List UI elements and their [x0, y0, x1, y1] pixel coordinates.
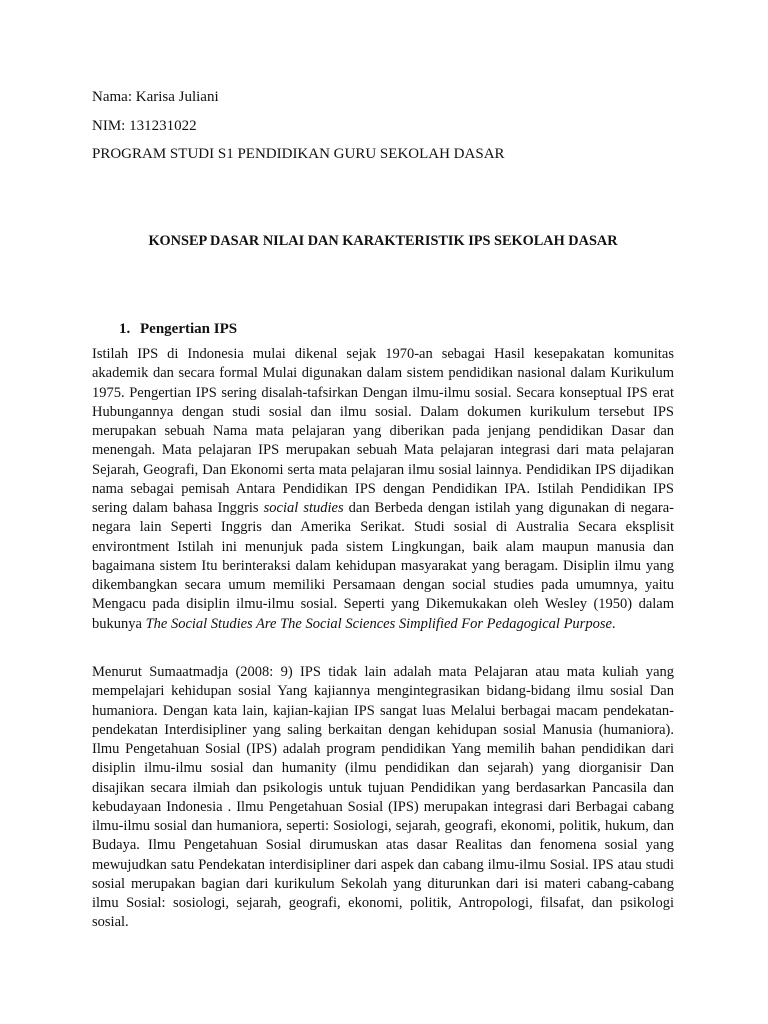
paragraph-1-italic-term: social studies [263, 500, 344, 516]
student-name-line: Nama: Karisa Juliani [92, 89, 219, 105]
section-heading [119, 320, 237, 338]
document-title: KONSEP DASAR NILAI DAN KARAKTERISTIK IPS SEKOLAH DASAR [148, 233, 618, 249]
paragraph-1 [92, 345, 674, 634]
study-program-line: PROGRAM STUDI S1 PENDIDIKAN GURU SEKOLAH DASAR [92, 146, 505, 162]
paragraph-1-text-a: Istilah IPS di Indonesia mulai dikenal sejak 1970-an sebagai Hasil kesepakatan komunitas akademik dan secara formal Mulai digunakan dalam sistem pendidikan nasional dalam Kurikulum 1975. Pengertian IPS sering disalah-tafsirkan Dengan ilmu-ilmu sosial. Secara konseptual IPS erat Hubungannya dengan studi sosial dan ilmu sosial. Dalam dokumen kurikulum tersebut IPS merupakan sebuah Nama mata pelajaran yang diberikan pada jenjang pendidikan Dasar dan menengah. Mata pelajaran IPS merupakan sebuah Mata pelajaran integrasi dari mata pelajaran Sejarah, Geografi, Dan Ekonomi serta mata pelajaran ilmu sosial lainnya. Pendidikan IPS dijadikan nama sebagai pemisah Antara Pendidikan IPS dengan Pendidikan IPA. Istilah Pendidikan IPS sering dalam bahasa Inggris [92, 346, 674, 516]
section-number: 1. [119, 321, 131, 337]
student-nim-line: NIM: 131231022 [92, 118, 197, 134]
paragraph-1-italic-book-title: The Social Studies Are The Social Sciences Simplified For Pedagogical Purpose [145, 615, 612, 632]
paragraph-2: Menurut Sumaatmadja (2008: 9) IPS tidak lain adalah mata Pelajaran atau mata kuliah yang mempelajari kehidupan sosial Yang kajiannya mengintegrasikan bidang-bidang ilmu sosial Dan humaniora. Dengan kata lain, kajian-kajian IPS sangat luas Melalui berbagai macam pendekatan-pendekatan Interdisipliner yang saling berkaitan dengan kehidupan sosial Manusia (humaniora). Ilmu Pengetahuan Sosial (IPS) adalah program pendidikan Yang memilih bahan pendidikan dari disiplin ilmu-ilmu sosial dan humanity (ilmu pendidikan dan sejarah) yang diorganisir Dan disajikan secara ilmiah dan psikologis untuk tujuan Pendidikan yang berdasarkan Pancasila dan kebudayaan Indonesia . Ilmu Pengetahuan Sosial (IPS) merupakan integrasi dari Berbagai cabang ilmu-ilmu sosial dan humaniora, seperti: Sosiologi, sejarah, geografi, ekonomi, politik, hukum, dan Budaya. Ilmu Pengetahuan Sosial dirumuskan atas dasar Realitas dan fenomena sosial yang mewujudkan satu Pendekatan interdisipliner dari aspek dan cabang ilmu-ilmu Sosial. IPS atau studi sosial merupakan bagian dari kurikulum Sekolah yang diturunkan dari isi materi cabang-cabang ilmu Sosial: sosiologi, sejarah, geografi, ekonomi, politik, Antropologi, filsafat, dan psikologi sosial. [92, 664, 674, 931]
paragraph-1-text-c: . [611, 615, 616, 632]
section-heading-text: Pengertian IPS [140, 321, 238, 337]
document-page [92, 0, 674, 1024]
paragraph-1-text-b: dan Berbeda dengan istilah yang digunakan di negara-negara lain Seperti Inggris dan Amerika Serikat. Studi sosial di Australia Secara eksplisit environtment Istilah ini menunjuk pada sistem Lingkungan, baik alam maupun manusia dan bagaimana sistem Itu berinteraksi dalam kehidupan masyarakat yang beragam. Disiplin ilmu yang dikembangkan secara umum memiliki Persamaan dengan social studies pada umumnya, yaitu Mengacu pada disiplin ilmu-ilmu sosial. Seperti yang Dikemukakan oleh Wesley (1950) dalam bukunya [92, 500, 674, 632]
